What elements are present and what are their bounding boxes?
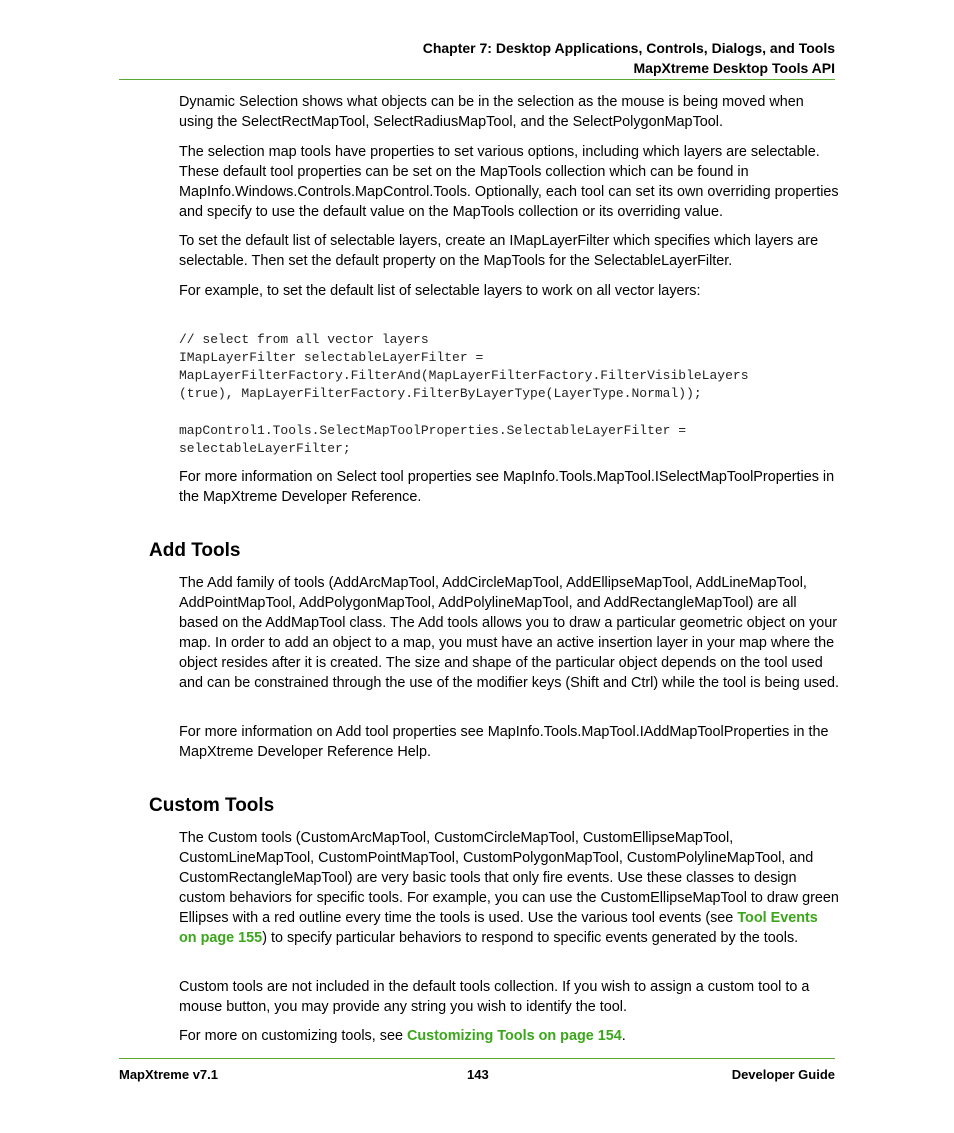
link-tool-events[interactable]: Tool Events on page 155 — [179, 910, 818, 946]
paragraph-default-layers: To set the default list of selectable layers, create an IMapLayerFilter which specifies which layers are selectable. Then set the default property on the MapTools for the SelectableLayerFilter. — [179, 233, 819, 269]
link-customizing-tools[interactable]: Customizing Tools on page 154 — [406, 1028, 622, 1044]
footer-page-number: 143 — [467, 1067, 489, 1082]
paragraph-add-tools-info: For more information on Add tool properties see MapInfo.Tools.MapTool.IAddMapToolProperties in the MapXtreme Developer Reference Help. — [179, 724, 829, 760]
header-rule — [119, 79, 835, 80]
footer-product: MapXtreme v7.1 — [119, 1067, 218, 1082]
code-sample-filter: // select from all vector layers IMapLayerFilter selectableLayerFilter = MapLayerFilterFactory.FilterAnd(MapLayerFilterFactory.FilterVisibleLayers (true), MapLayerFilterFactory.FilterByLayerType(LayerType.Normal)); — [179, 332, 749, 401]
paragraph-example-intro: For example, to set the default list of selectable layers to work on all vector layers: — [179, 283, 701, 299]
paragraph-selection-tools: The selection map tools have properties to set various options, including which layers are selectable. These default tool properties can be set on the MapTools collection which can be found in MapInfo.Windows.Controls.MapControl.Tools. Optionally, each tool can set its own overriding properties and specify to use the default value on the MapTools collection or its overriding value. — [179, 144, 839, 220]
running-header — [423, 38, 835, 78]
paragraph-dynamic-selection: Dynamic Selection shows what objects can be in the selection as the mouse is being moved when using the SelectRectMapTool, SelectRadiusMapTool, and the SelectPolygonMapTool. — [179, 94, 804, 130]
paragraph-customizing: For more on customizing tools, see Customizing Tools on page 154. — [179, 1028, 626, 1044]
code-sample-assign: mapControl1.Tools.SelectMapToolProperties.SelectableLayerFilter = selectableLayerFilter; — [179, 423, 687, 456]
footer-rule — [119, 1058, 835, 1059]
paragraph-custom-tools: The Custom tools (CustomArcMapTool, CustomCircleMapTool, CustomEllipseMapTool, CustomLineMapTool, CustomPointMapTool, CustomPolygonMapTool, CustomPolylineMapTool, and CustomRectangleMapTool) are very basic tools that only fire events. Use these classes to design custom behaviors for specific tools. For example, you can use the CustomEllipseMapTool to draw green Ellipses with a red outline every time the tools is used. Use the various tool events (see Tool Events on page 155) to specify particular behaviors to respond to specific events generated by the tools. — [179, 830, 839, 946]
heading-custom-tools: Custom Tools — [149, 795, 275, 816]
paragraph-select-info: For more information on Select tool properties see MapInfo.Tools.MapTool.ISelectMapToolProperties in the MapXtreme Developer Reference. — [179, 469, 835, 505]
heading-add-tools: Add Tools — [149, 540, 241, 561]
chapter-title: Chapter 7: Desktop Applications, Controls, Dialogs, and Tools — [422, 40, 835, 56]
paragraph-add-tools: The Add family of tools (AddArcMapTool, AddCircleMapTool, AddEllipseMapTool, AddLineMapTool, AddPointMapTool, AddPolygonMapTool, AddPolylineMapTool, and AddRectangleMapTool) are all based on the AddMapTool class. The Add tools allows you to draw a particular geometric object on your map. In order to add an object to a map, you must have an active insertion layer in your map where the object resides after it is created. The size and shape of the particular object depends on the tool used and can be constrained through the use of the modifier keys (Shift and Ctrl) while the tool is being used. — [179, 575, 839, 691]
section-title: MapXtreme Desktop Tools API — [633, 60, 835, 76]
footer-guide: Developer Guide — [731, 1067, 835, 1082]
paragraph-custom-tools-default: Custom tools are not included in the default tools collection. If you wish to assign a custom tool to a mouse button, you may provide any string you wish to identify the tool. — [179, 979, 810, 1015]
